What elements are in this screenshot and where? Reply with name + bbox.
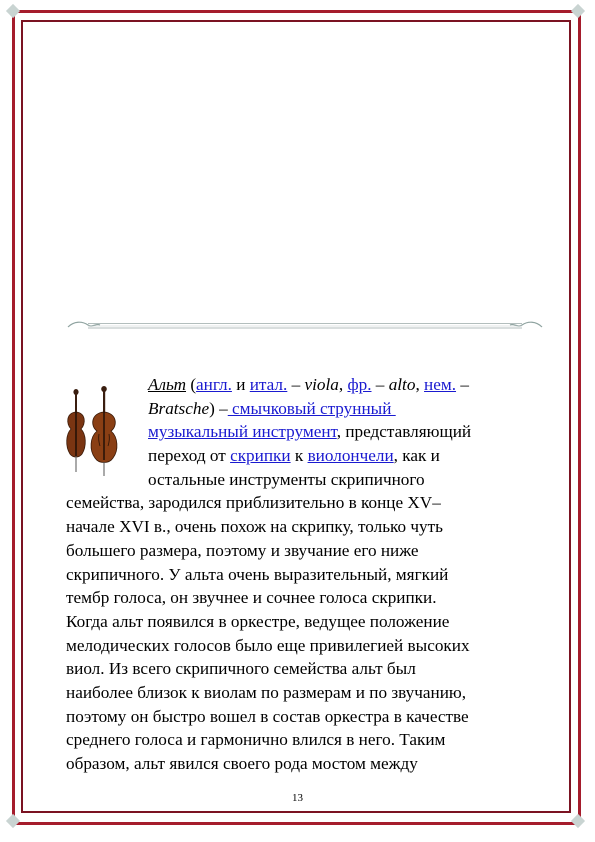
- link-german[interactable]: нем.: [424, 375, 457, 394]
- text-line: наиболее близок к виолам по размерам и по звучанию,: [66, 682, 467, 702]
- article-text: [66, 373, 536, 776]
- text-span: ,: [415, 375, 425, 394]
- link-english[interactable]: англ.: [196, 375, 232, 394]
- text-line: [66, 373, 536, 397]
- text-span: переход от: [148, 446, 231, 466]
- link-musical-instrument[interactable]: музыкальный инструмент: [148, 422, 337, 442]
- text-line: начале XVI в., очень похож на скрипку, только чуть: [66, 517, 443, 537]
- text-line: виол. Из всего скрипичного семейства альт был: [66, 659, 416, 679]
- text-line: Когда альт появился в оркестре, ведущее положение: [66, 611, 450, 631]
- text-span: ,: [338, 375, 348, 394]
- text-span: (: [186, 375, 197, 394]
- text-line: [66, 420, 536, 444]
- text-span: –: [456, 375, 469, 394]
- text-span: и: [231, 375, 250, 394]
- text-line: мелодических голосов было еще привилегией высоких: [66, 635, 470, 655]
- text-line: скрипичного. У альта очень выразительный, мягкий: [66, 564, 449, 584]
- text-span: –: [371, 375, 389, 394]
- link-violin[interactable]: скрипки: [230, 446, 291, 466]
- term-viola: viola: [304, 375, 339, 394]
- text-span: , как и: [393, 446, 440, 466]
- link-italian[interactable]: итал.: [249, 375, 288, 394]
- link-bowed-string[interactable]: смычковый струнный: [227, 398, 396, 418]
- ornamental-divider: [66, 318, 544, 332]
- text-span: к: [290, 446, 308, 466]
- text-span: ) –: [209, 398, 228, 418]
- link-cello[interactable]: виолончели: [307, 446, 394, 466]
- text-span: , представляющий: [336, 422, 472, 442]
- text-line: семейства, зародился приблизительно в конце XV–: [66, 493, 441, 513]
- term-alt: Альт: [148, 375, 187, 394]
- link-french[interactable]: фр.: [347, 375, 372, 394]
- page-number: 13: [292, 792, 303, 804]
- text-line: образом, альт явился своего рода мостом между: [66, 754, 418, 773]
- text-line: большего размера, поэтому и звучание его ниже: [66, 540, 419, 560]
- text-line: среднего голоса и гармонично влился в него. Таким: [66, 730, 446, 750]
- term-bratsche: Bratsche: [148, 398, 210, 418]
- text-line: тембр голоса, он звучнее и сочнее голоса скрипки.: [66, 588, 437, 608]
- term-alto: alto: [388, 375, 416, 394]
- text-line: остальные инструменты скрипичного: [148, 469, 425, 489]
- text-line: [66, 397, 536, 421]
- text-span: –: [287, 375, 305, 394]
- text-line: поэтому он быстро вошел в состав оркестра в качестве: [66, 706, 469, 726]
- text-line: [66, 444, 536, 468]
